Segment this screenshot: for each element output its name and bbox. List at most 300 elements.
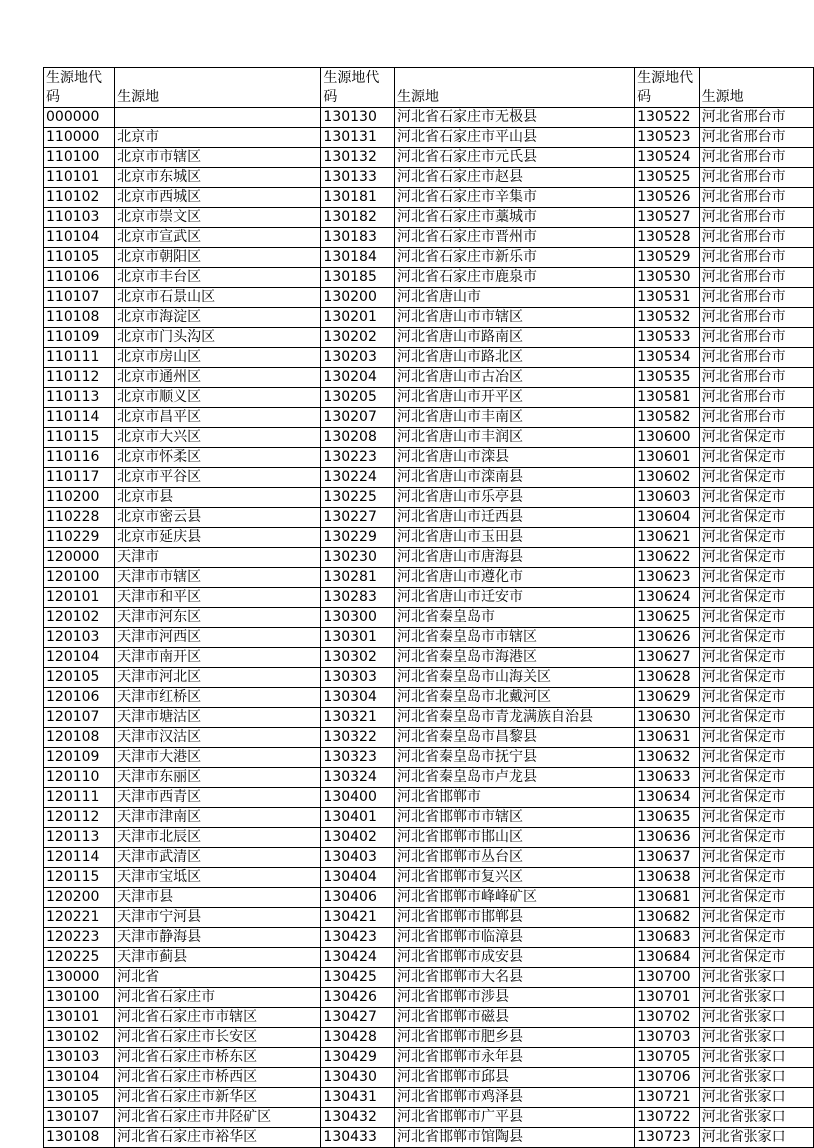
table-row xyxy=(44,848,814,868)
origin-code-cell: 130102 xyxy=(44,1028,115,1048)
origin-code-cell: 130522 xyxy=(635,108,700,128)
origin-name-cell: 河北省邢台市 xyxy=(699,308,813,328)
origin-name-cell: 北京市宣武区 xyxy=(115,228,321,248)
origin-code-cell: 130630 xyxy=(635,708,700,728)
origin-name-cell: 河北省邯郸市邯山区 xyxy=(394,828,634,848)
origin-code-cell: 130304 xyxy=(321,688,395,708)
table-row xyxy=(44,528,814,548)
origin-name-cell: 河北省石家庄市市辖区 xyxy=(115,1008,321,1028)
table-row xyxy=(44,288,814,308)
origin-code-cell: 130400 xyxy=(321,788,395,808)
table-row xyxy=(44,908,814,928)
origin-name-cell xyxy=(115,108,321,128)
origin-code-cell: 130132 xyxy=(321,148,395,168)
origin-name-cell: 河北省唐山市迁安市 xyxy=(394,588,634,608)
origin-name-cell: 河北省保定市 xyxy=(699,928,813,948)
origin-code-cell: 130185 xyxy=(321,268,395,288)
origin-name-cell: 河北省张家口 xyxy=(699,1028,813,1048)
origin-code-cell: 130324 xyxy=(321,768,395,788)
origin-code-cell: 130703 xyxy=(635,1028,700,1048)
origin-code-cell: 130406 xyxy=(321,888,395,908)
origin-code-cell: 130529 xyxy=(635,248,700,268)
origin-code-cell: 130201 xyxy=(321,308,395,328)
origin-code-cell: 130107 xyxy=(44,1108,115,1128)
origin-name-cell: 河北省唐山市 xyxy=(394,288,634,308)
origin-code-cell: 110107 xyxy=(44,288,115,308)
origin-name-cell: 北京市海淀区 xyxy=(115,308,321,328)
origin-code-cell: 130526 xyxy=(635,188,700,208)
table-row xyxy=(44,1108,814,1128)
origin-code-cell: 130622 xyxy=(635,548,700,568)
origin-name-cell: 河北省保定市 xyxy=(699,828,813,848)
origin-name-cell: 河北省邯郸市邱县 xyxy=(394,1068,634,1088)
origin-code-cell: 130627 xyxy=(635,648,700,668)
origin-name-cell: 河北省邢台市 xyxy=(699,148,813,168)
table-row xyxy=(44,308,814,328)
origin-name-cell: 河北省邯郸市临漳县 xyxy=(394,928,634,948)
origin-code-cell: 130634 xyxy=(635,788,700,808)
origin-name-cell: 北京市昌平区 xyxy=(115,408,321,428)
origin-code-cell: 120000 xyxy=(44,548,115,568)
origin-code-cell: 130433 xyxy=(321,1128,395,1148)
origin-code-cell: 130535 xyxy=(635,368,700,388)
origin-code-cell: 130229 xyxy=(321,528,395,548)
origin-name-cell: 北京市市辖区 xyxy=(115,148,321,168)
origin-name-cell: 河北省秦皇岛市北戴河区 xyxy=(394,688,634,708)
origin-name-cell: 河北省秦皇岛市抚宁县 xyxy=(394,748,634,768)
origin-name-cell: 河北省邯郸市肥乡县 xyxy=(394,1028,634,1048)
table-row xyxy=(44,368,814,388)
origin-name-cell: 河北省邯郸市 xyxy=(394,788,634,808)
origin-code-cell: 130181 xyxy=(321,188,395,208)
origin-name-cell: 天津市蓟县 xyxy=(115,948,321,968)
origin-name-cell: 河北省保定市 xyxy=(699,668,813,688)
origin-code-cell: 130524 xyxy=(635,148,700,168)
origin-code-cell: 130208 xyxy=(321,428,395,448)
origin-code-cell: 130705 xyxy=(635,1048,700,1068)
header-origin-code-3: 生源地代码 xyxy=(635,68,700,108)
origin-code-cell: 120106 xyxy=(44,688,115,708)
table-row xyxy=(44,968,814,988)
origin-code-cell: 120111 xyxy=(44,788,115,808)
origin-code-cell: 130532 xyxy=(635,308,700,328)
origin-code-cell: 130202 xyxy=(321,328,395,348)
origin-name-cell: 天津市红桥区 xyxy=(115,688,321,708)
origin-name-cell: 河北省保定市 xyxy=(699,748,813,768)
origin-name-cell: 河北省邯郸市峰峰矿区 xyxy=(394,888,634,908)
table-row xyxy=(44,448,814,468)
origin-code-cell: 130625 xyxy=(635,608,700,628)
origin-code-cell: 110113 xyxy=(44,388,115,408)
origin-code-cell: 130706 xyxy=(635,1068,700,1088)
origin-name-cell: 河北省保定市 xyxy=(699,708,813,728)
origin-name-cell: 北京市县 xyxy=(115,488,321,508)
origin-name-cell: 北京市东城区 xyxy=(115,168,321,188)
origin-name-cell: 天津市市辖区 xyxy=(115,568,321,588)
origin-code-cell: 130130 xyxy=(321,108,395,128)
table-row xyxy=(44,548,814,568)
origin-name-cell: 河北省保定市 xyxy=(699,488,813,508)
origin-name-cell: 河北省唐山市滦南县 xyxy=(394,468,634,488)
origin-name-cell: 河北省唐山市丰润区 xyxy=(394,428,634,448)
origin-name-cell: 天津市武清区 xyxy=(115,848,321,868)
origin-name-cell: 河北省保定市 xyxy=(699,528,813,548)
origin-code-cell: 130100 xyxy=(44,988,115,1008)
origin-name-cell: 河北省邯郸市复兴区 xyxy=(394,868,634,888)
origin-code-cell: 130430 xyxy=(321,1068,395,1088)
table-row xyxy=(44,568,814,588)
origin-name-cell: 河北省石家庄市新华区 xyxy=(115,1088,321,1108)
origin-name-cell: 河北省邢台市 xyxy=(699,128,813,148)
origin-name-cell: 河北省唐山市开平区 xyxy=(394,388,634,408)
table-row xyxy=(44,808,814,828)
origin-code-cell: 110114 xyxy=(44,408,115,428)
origin-name-cell: 北京市西城区 xyxy=(115,188,321,208)
origin-name-cell: 河北省邯郸市鸡泽县 xyxy=(394,1088,634,1108)
origin-name-cell: 河北省邢台市 xyxy=(699,108,813,128)
origin-code-cell: 120100 xyxy=(44,568,115,588)
origin-code-cell: 120110 xyxy=(44,768,115,788)
table-row xyxy=(44,648,814,668)
table-row xyxy=(44,828,814,848)
origin-code-cell: 110102 xyxy=(44,188,115,208)
origin-name-cell: 北京市怀柔区 xyxy=(115,448,321,468)
origin-code-cell: 130424 xyxy=(321,948,395,968)
origin-code-cell: 130602 xyxy=(635,468,700,488)
origin-code-cell: 130533 xyxy=(635,328,700,348)
origin-code-cell: 120113 xyxy=(44,828,115,848)
origin-code-cell: 130723 xyxy=(635,1128,700,1148)
origin-code-cell: 130632 xyxy=(635,748,700,768)
origin-name-cell: 河北省石家庄市无极县 xyxy=(394,108,634,128)
origin-name-cell: 河北省唐山市路北区 xyxy=(394,348,634,368)
origin-code-cell: 130722 xyxy=(635,1108,700,1128)
origin-code-cell: 130683 xyxy=(635,928,700,948)
origin-code-cell: 130623 xyxy=(635,568,700,588)
origin-code-cell: 110117 xyxy=(44,468,115,488)
origin-name-cell: 北京市 xyxy=(115,128,321,148)
origin-code-cell: 130403 xyxy=(321,848,395,868)
table-row xyxy=(44,128,814,148)
origin-name-cell: 河北省张家口 xyxy=(699,1068,813,1088)
origin-name-cell: 河北省保定市 xyxy=(699,648,813,668)
origin-name-cell: 河北省唐山市唐海县 xyxy=(394,548,634,568)
table-row xyxy=(44,1088,814,1108)
origin-name-cell: 河北省张家口 xyxy=(699,1048,813,1068)
origin-name-cell: 天津市河北区 xyxy=(115,668,321,688)
origin-name-cell: 河北省邯郸市馆陶县 xyxy=(394,1128,634,1148)
origin-code-cell: 130425 xyxy=(321,968,395,988)
origin-code-cell: 110228 xyxy=(44,508,115,528)
origin-code-cell: 130432 xyxy=(321,1108,395,1128)
table-row xyxy=(44,268,814,288)
origin-name-cell: 河北省保定市 xyxy=(699,428,813,448)
table-row xyxy=(44,788,814,808)
header-origin-name-2: 生源地 xyxy=(394,68,634,108)
origin-name-cell: 河北省邯郸市广平县 xyxy=(394,1108,634,1128)
table-row xyxy=(44,628,814,648)
origin-name-cell: 河北省保定市 xyxy=(699,588,813,608)
header-origin-name-1: 生源地 xyxy=(115,68,321,108)
origin-name-cell: 北京市朝阳区 xyxy=(115,248,321,268)
origin-code-cell: 130581 xyxy=(635,388,700,408)
origin-name-cell: 天津市河西区 xyxy=(115,628,321,648)
origin-code-cell: 130604 xyxy=(635,508,700,528)
origin-code-cell: 130624 xyxy=(635,588,700,608)
origin-code-cell: 130626 xyxy=(635,628,700,648)
origin-code-cell: 120114 xyxy=(44,848,115,868)
origin-name-cell: 北京市通州区 xyxy=(115,368,321,388)
origin-name-cell: 北京市房山区 xyxy=(115,348,321,368)
table-row xyxy=(44,728,814,748)
table-row xyxy=(44,868,814,888)
origin-code-cell: 110108 xyxy=(44,308,115,328)
table-row xyxy=(44,928,814,948)
origin-code-cell: 130227 xyxy=(321,508,395,528)
origin-code-cell: 130631 xyxy=(635,728,700,748)
origin-code-cell: 130301 xyxy=(321,628,395,648)
origin-name-cell: 河北省保定市 xyxy=(699,688,813,708)
origin-code-cell: 130638 xyxy=(635,868,700,888)
origin-code-cell: 130203 xyxy=(321,348,395,368)
origin-code-cell: 130303 xyxy=(321,668,395,688)
origin-code-cell: 130527 xyxy=(635,208,700,228)
origin-code-cell: 130000 xyxy=(44,968,115,988)
origin-name-cell: 河北省石家庄市 xyxy=(115,988,321,1008)
origin-code-cell: 120105 xyxy=(44,668,115,688)
origin-name-cell: 天津市宁河县 xyxy=(115,908,321,928)
origin-code-cell: 120112 xyxy=(44,808,115,828)
origin-code-cell: 130207 xyxy=(321,408,395,428)
origin-code-cell: 130322 xyxy=(321,728,395,748)
origin-code-cell: 130531 xyxy=(635,288,700,308)
origin-code-cell: 110229 xyxy=(44,528,115,548)
origin-code-cell: 130523 xyxy=(635,128,700,148)
table-row xyxy=(44,888,814,908)
origin-name-cell: 河北省邢台市 xyxy=(699,348,813,368)
origin-code-cell: 130629 xyxy=(635,688,700,708)
origin-name-cell: 河北省保定市 xyxy=(699,948,813,968)
origin-name-cell: 河北省石家庄市晋州市 xyxy=(394,228,634,248)
origin-name-cell: 河北省邯郸市成安县 xyxy=(394,948,634,968)
origin-code-cell: 120115 xyxy=(44,868,115,888)
origin-code-cell: 130104 xyxy=(44,1068,115,1088)
origin-name-cell: 河北省邢台市 xyxy=(699,368,813,388)
origin-code-cell: 120104 xyxy=(44,648,115,668)
origin-name-cell: 河北省邢台市 xyxy=(699,168,813,188)
origin-code-cell: 130283 xyxy=(321,588,395,608)
origin-code-cell: 130528 xyxy=(635,228,700,248)
table-row xyxy=(44,748,814,768)
origin-name-cell: 河北省石家庄市元氏县 xyxy=(394,148,634,168)
origin-code-cell: 110111 xyxy=(44,348,115,368)
origin-code-cell: 130525 xyxy=(635,168,700,188)
origin-name-cell: 河北省秦皇岛市山海关区 xyxy=(394,668,634,688)
origin-name-cell: 天津市大港区 xyxy=(115,748,321,768)
origin-name-cell: 河北省唐山市古冶区 xyxy=(394,368,634,388)
origin-name-cell: 河北省唐山市遵化市 xyxy=(394,568,634,588)
origin-name-cell: 河北省秦皇岛市青龙满族自治县 xyxy=(394,708,634,728)
origin-code-cell: 110115 xyxy=(44,428,115,448)
origin-name-cell: 河北省保定市 xyxy=(699,908,813,928)
origin-name-cell: 天津市塘沽区 xyxy=(115,708,321,728)
table-row xyxy=(44,168,814,188)
origin-name-cell: 河北省邢台市 xyxy=(699,228,813,248)
header-row xyxy=(44,68,814,108)
header-origin-code-2: 生源地代码 xyxy=(321,68,395,108)
origin-code-cell: 130224 xyxy=(321,468,395,488)
origin-name-cell: 北京市密云县 xyxy=(115,508,321,528)
origin-code-cell: 130684 xyxy=(635,948,700,968)
origin-name-cell: 天津市和平区 xyxy=(115,588,321,608)
origin-code-cell: 130637 xyxy=(635,848,700,868)
origin-name-cell: 北京市石景山区 xyxy=(115,288,321,308)
origin-code-cell: 130600 xyxy=(635,428,700,448)
origin-name-cell: 河北省石家庄市桥东区 xyxy=(115,1048,321,1068)
origin-code-cell: 130323 xyxy=(321,748,395,768)
origin-name-cell: 河北省邢台市 xyxy=(699,388,813,408)
origin-name-cell: 河北省邢台市 xyxy=(699,188,813,208)
origin-code-cell: 130281 xyxy=(321,568,395,588)
origin-code-cell: 120107 xyxy=(44,708,115,728)
origin-name-cell: 河北省邢台市 xyxy=(699,408,813,428)
table-row xyxy=(44,588,814,608)
table-row xyxy=(44,708,814,728)
table-row xyxy=(44,608,814,628)
origin-name-cell: 河北省石家庄市辛集市 xyxy=(394,188,634,208)
origin-name-cell: 天津市静海县 xyxy=(115,928,321,948)
origin-code-cell: 130621 xyxy=(635,528,700,548)
origin-code-cell: 110103 xyxy=(44,208,115,228)
origin-name-cell: 北京市延庆县 xyxy=(115,528,321,548)
origin-name-cell: 河北省石家庄市平山县 xyxy=(394,128,634,148)
table-row xyxy=(44,148,814,168)
origin-code-cell: 130302 xyxy=(321,648,395,668)
origin-code-cell: 130200 xyxy=(321,288,395,308)
origin-code-cell: 130184 xyxy=(321,248,395,268)
origin-code-cell: 110106 xyxy=(44,268,115,288)
origin-code-cell: 130701 xyxy=(635,988,700,1008)
origin-code-cell: 110109 xyxy=(44,328,115,348)
origin-code-cell: 130633 xyxy=(635,768,700,788)
origin-name-cell: 天津市东丽区 xyxy=(115,768,321,788)
origin-code-cell: 130205 xyxy=(321,388,395,408)
origin-name-cell: 河北省保定市 xyxy=(699,848,813,868)
table-row xyxy=(44,688,814,708)
table-row xyxy=(44,1028,814,1048)
origin-name-cell: 河北省石家庄市长安区 xyxy=(115,1028,321,1048)
table-row xyxy=(44,108,814,128)
origin-name-cell: 河北省张家口 xyxy=(699,1108,813,1128)
origin-name-cell: 河北省保定市 xyxy=(699,628,813,648)
origin-code-cell: 130702 xyxy=(635,1008,700,1028)
origin-name-cell: 河北省邯郸市涉县 xyxy=(394,988,634,1008)
origin-name-cell: 河北省邯郸市邯郸县 xyxy=(394,908,634,928)
origin-name-cell: 河北省张家口 xyxy=(699,1088,813,1108)
origin-code-table xyxy=(43,67,814,1148)
origin-code-cell: 130204 xyxy=(321,368,395,388)
origin-name-cell: 河北省保定市 xyxy=(699,868,813,888)
origin-code-cell: 110116 xyxy=(44,448,115,468)
origin-name-cell: 河北省石家庄市新乐市 xyxy=(394,248,634,268)
origin-name-cell: 河北省邢台市 xyxy=(699,328,813,348)
origin-name-cell: 北京市崇文区 xyxy=(115,208,321,228)
table-row xyxy=(44,1008,814,1028)
origin-name-cell: 河北省保定市 xyxy=(699,728,813,748)
origin-name-cell: 河北省秦皇岛市昌黎县 xyxy=(394,728,634,748)
origin-code-cell: 130421 xyxy=(321,908,395,928)
origin-code-cell: 130404 xyxy=(321,868,395,888)
origin-name-cell: 河北省唐山市路南区 xyxy=(394,328,634,348)
origin-name-cell: 天津市南开区 xyxy=(115,648,321,668)
table-row xyxy=(44,1048,814,1068)
origin-name-cell: 河北省保定市 xyxy=(699,888,813,908)
origin-code-cell: 130131 xyxy=(321,128,395,148)
origin-name-cell: 河北省邢台市 xyxy=(699,268,813,288)
table-row xyxy=(44,508,814,528)
origin-code-cell: 110104 xyxy=(44,228,115,248)
table-row xyxy=(44,668,814,688)
origin-name-cell: 北京市丰台区 xyxy=(115,268,321,288)
origin-name-cell: 河北省唐山市滦县 xyxy=(394,448,634,468)
origin-code-cell: 130700 xyxy=(635,968,700,988)
origin-name-cell: 北京市大兴区 xyxy=(115,428,321,448)
origin-code-cell: 130321 xyxy=(321,708,395,728)
origin-name-cell: 河北省张家口 xyxy=(699,1008,813,1028)
origin-code-cell: 110101 xyxy=(44,168,115,188)
origin-name-cell: 河北省邯郸市丛台区 xyxy=(394,848,634,868)
origin-name-cell: 河北省张家口 xyxy=(699,1128,813,1148)
origin-code-cell: 120102 xyxy=(44,608,115,628)
origin-code-cell: 130402 xyxy=(321,828,395,848)
origin-code-cell: 120103 xyxy=(44,628,115,648)
origin-code-cell: 000000 xyxy=(44,108,115,128)
table-row xyxy=(44,248,814,268)
origin-name-cell: 天津市 xyxy=(115,548,321,568)
origin-name-cell: 河北省石家庄市裕华区 xyxy=(115,1128,321,1148)
table-row xyxy=(44,988,814,1008)
origin-name-cell: 河北省邯郸市永年县 xyxy=(394,1048,634,1068)
table-body xyxy=(44,108,814,1148)
table-row xyxy=(44,328,814,348)
origin-name-cell: 河北省邯郸市磁县 xyxy=(394,1008,634,1028)
origin-code-cell: 130601 xyxy=(635,448,700,468)
origin-name-cell: 天津市西青区 xyxy=(115,788,321,808)
origin-name-cell: 河北省秦皇岛市市辖区 xyxy=(394,628,634,648)
origin-code-cell: 130101 xyxy=(44,1008,115,1028)
table-header xyxy=(44,68,814,108)
origin-name-cell: 河北省秦皇岛市 xyxy=(394,608,634,628)
origin-name-cell: 天津市津南区 xyxy=(115,808,321,828)
origin-name-cell: 河北省保定市 xyxy=(699,808,813,828)
origin-code-cell: 120221 xyxy=(44,908,115,928)
origin-code-cell: 110112 xyxy=(44,368,115,388)
origin-code-cell: 130603 xyxy=(635,488,700,508)
table-row xyxy=(44,488,814,508)
origin-name-cell: 河北省保定市 xyxy=(699,788,813,808)
table-row xyxy=(44,468,814,488)
table-row xyxy=(44,768,814,788)
origin-code-cell: 110100 xyxy=(44,148,115,168)
origin-code-cell: 130431 xyxy=(321,1088,395,1108)
table-row xyxy=(44,428,814,448)
origin-code-cell: 130534 xyxy=(635,348,700,368)
origin-code-cell: 120200 xyxy=(44,888,115,908)
origin-name-cell: 河北省石家庄市藁城市 xyxy=(394,208,634,228)
origin-code-cell: 130401 xyxy=(321,808,395,828)
origin-name-cell: 天津市河东区 xyxy=(115,608,321,628)
origin-code-cell: 120101 xyxy=(44,588,115,608)
